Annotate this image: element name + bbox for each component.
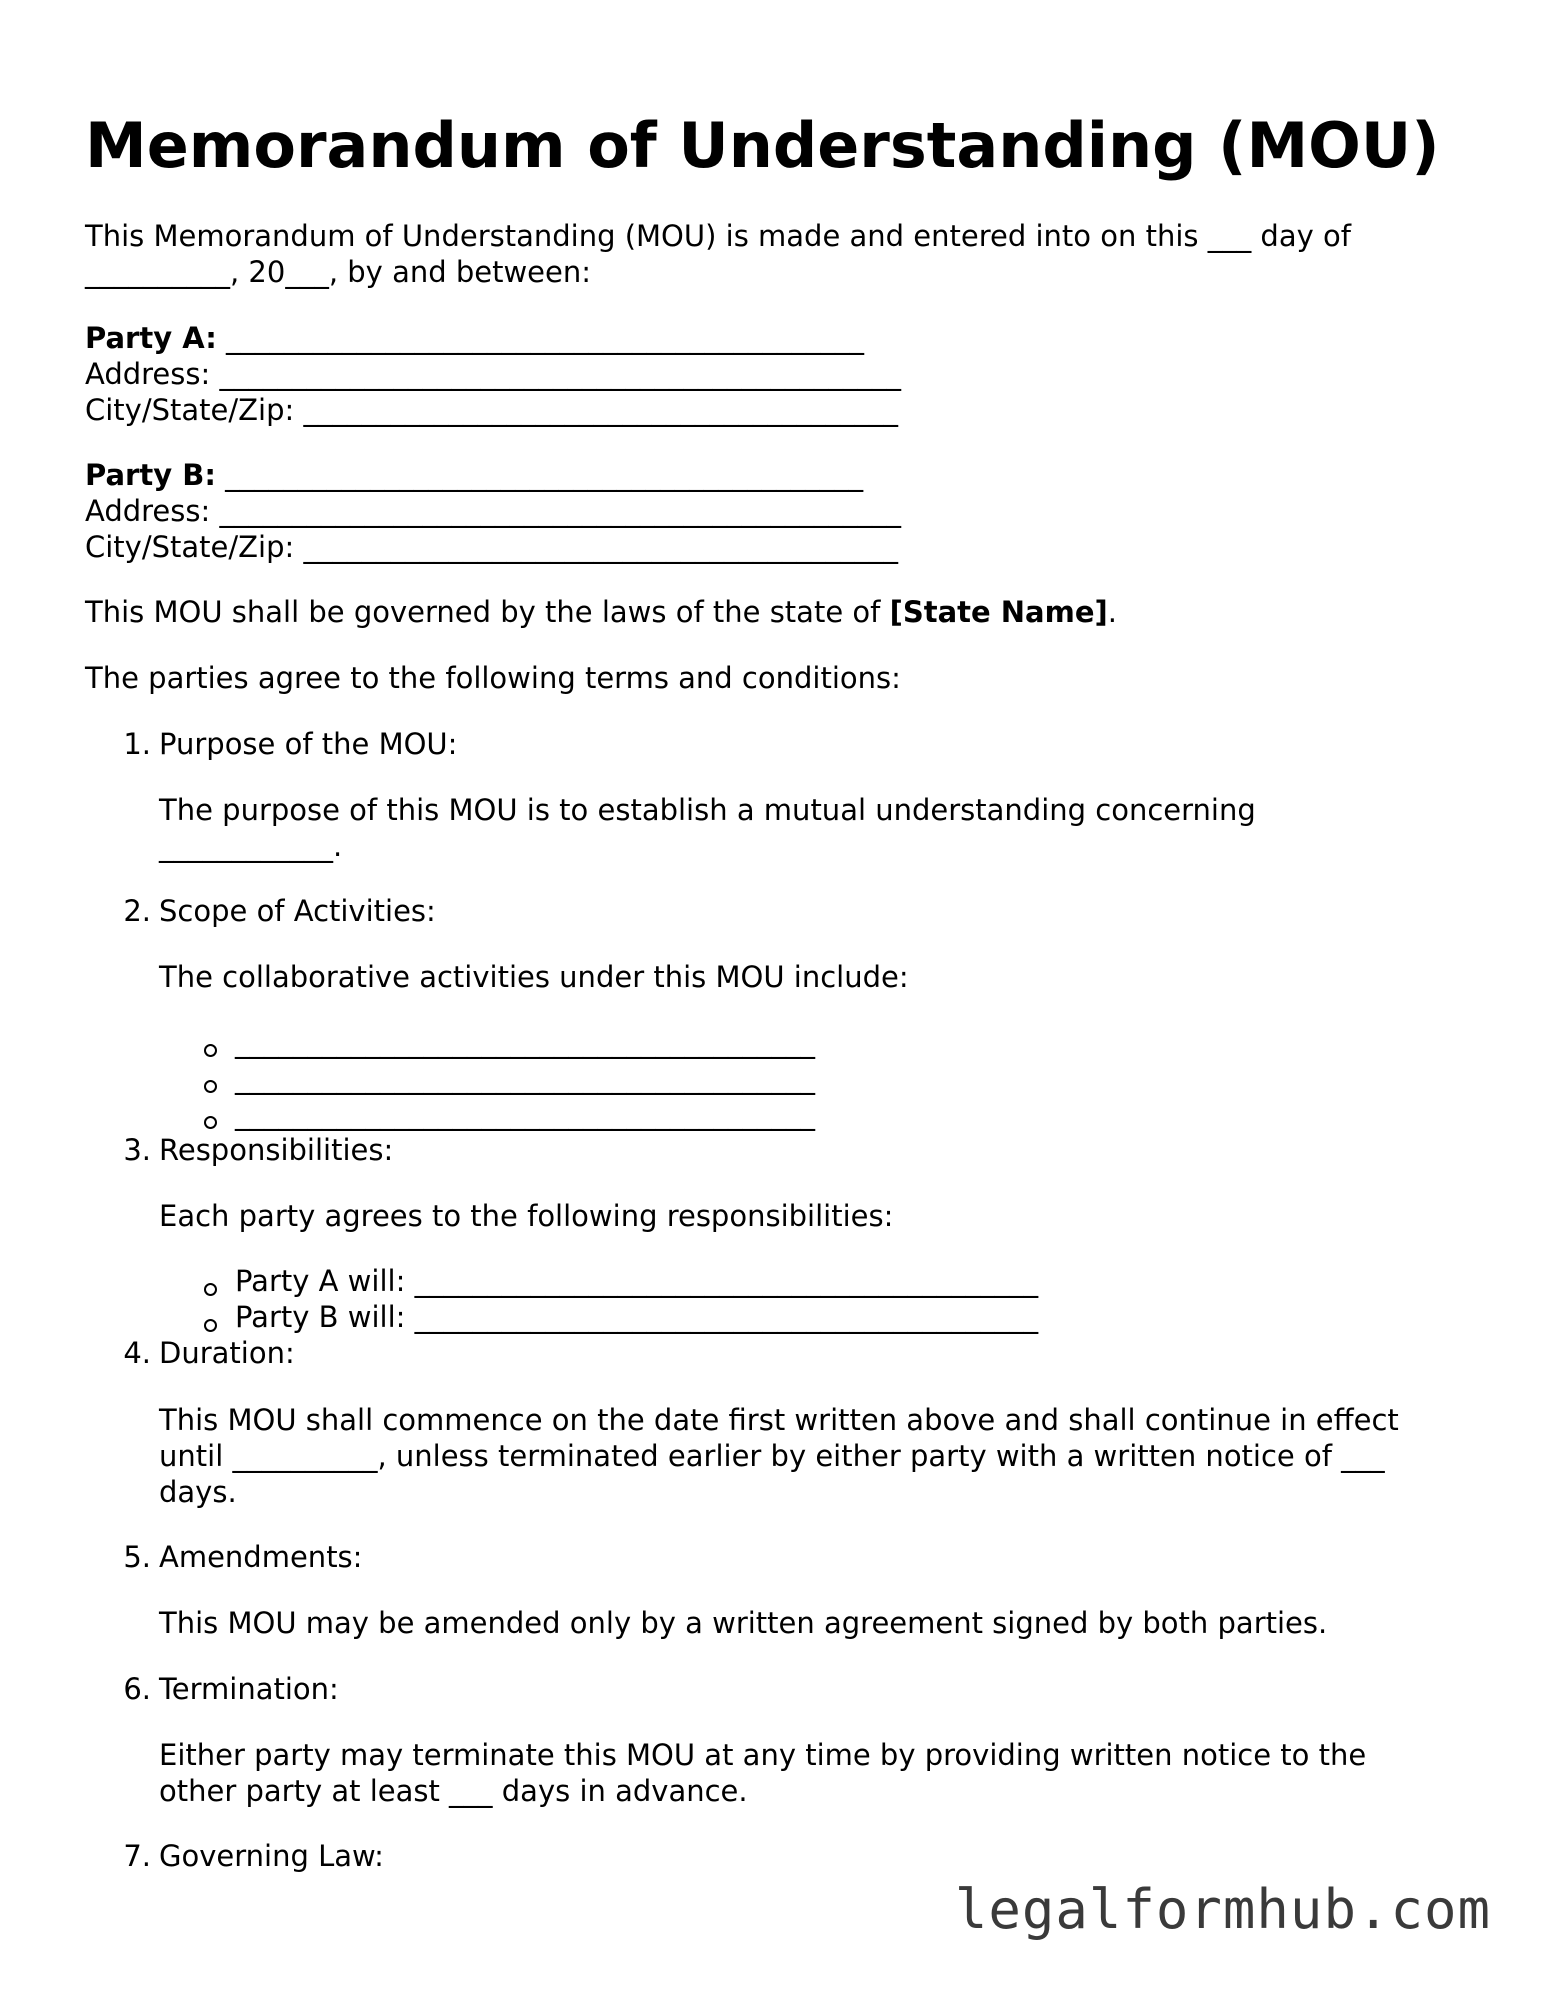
section-body: Each party agrees to the following responsibilities:	[159, 1199, 894, 1233]
party-b-name-blank: ____________________________________________	[215, 458, 864, 492]
section-label: Amendments:	[159, 1540, 363, 1574]
party-a-label: Party A:	[85, 321, 217, 355]
section-number: 3.	[123, 1133, 151, 1167]
section-label: Termination:	[159, 1672, 339, 1706]
intro-line-2: __________, 20___, by and between:	[85, 255, 592, 289]
party-a-name-blank: ____________________________________________	[216, 321, 865, 355]
list-item: Party B will: ___________________________________________	[235, 1300, 1039, 1334]
section-label: Responsibilities:	[159, 1133, 394, 1167]
section-body: ____________.	[159, 829, 343, 863]
list-item: ________________________________________	[235, 1097, 815, 1131]
section-label: Scope of Activities:	[159, 894, 436, 928]
site-watermark: legalformhub.com	[954, 1878, 1491, 1941]
party-b-label: Party B:	[85, 458, 216, 492]
list-item: Party A will: ___________________________________________	[235, 1264, 1039, 1298]
section-label: Governing Law:	[159, 1839, 384, 1873]
bullet-icon	[204, 1044, 217, 1057]
intro-line-1: This Memorandum of Understanding (MOU) is made and entered into on this ___ day of	[85, 219, 1351, 253]
list-item: ________________________________________	[235, 1061, 815, 1095]
section-label: Duration:	[159, 1336, 295, 1370]
section-body: This MOU shall commence on the date first written above and shall continue in effect	[159, 1403, 1399, 1437]
party-a-city: City/State/Zip: _________________________________________	[85, 393, 898, 427]
section-number: 4.	[123, 1336, 151, 1370]
list-item: ________________________________________	[235, 1025, 815, 1059]
section-body: The purpose of this MOU is to establish a mutual understanding concerning	[159, 793, 1256, 827]
party-b-city: City/State/Zip: _________________________________________	[85, 530, 898, 564]
section-body: This MOU may be amended only by a written agreement signed by both parties.	[159, 1606, 1328, 1640]
section-label: Purpose of the MOU:	[159, 727, 458, 761]
governing-suffix: .	[1107, 595, 1117, 629]
bullet-icon	[204, 1116, 217, 1129]
bullet-icon	[204, 1283, 217, 1296]
governing-statement	[85, 594, 1117, 630]
section-number: 2.	[123, 894, 151, 928]
bullet-icon	[204, 1319, 217, 1332]
section-number: 7.	[123, 1839, 151, 1873]
agree-statement: The parties agree to the following terms and conditions:	[85, 661, 901, 695]
party-a-name-line	[85, 320, 864, 356]
section-number: 6.	[123, 1672, 151, 1706]
section-body: days.	[159, 1475, 237, 1509]
section-number: 1.	[123, 727, 151, 761]
section-number: 5.	[123, 1540, 151, 1574]
party-b-name-line	[85, 457, 863, 493]
party-b-address: Address: _______________________________________________	[85, 494, 901, 528]
section-body: other party at least ___ days in advance.	[159, 1774, 748, 1808]
state-name-placeholder: [State Name]	[889, 595, 1108, 629]
section-body: Either party may terminate this MOU at any time by providing written notice to the	[159, 1738, 1367, 1772]
governing-prefix: This MOU shall be governed by the laws of the state of	[85, 595, 890, 629]
section-body: until __________, unless terminated earlier by either party with a written notice of ___	[159, 1439, 1385, 1473]
bullet-icon	[204, 1080, 217, 1093]
section-body: The collaborative activities under this MOU include:	[159, 960, 909, 994]
party-a-address: Address: _______________________________________________	[85, 357, 901, 391]
page-title: Memorandum of Understanding (MOU)	[85, 109, 1440, 182]
